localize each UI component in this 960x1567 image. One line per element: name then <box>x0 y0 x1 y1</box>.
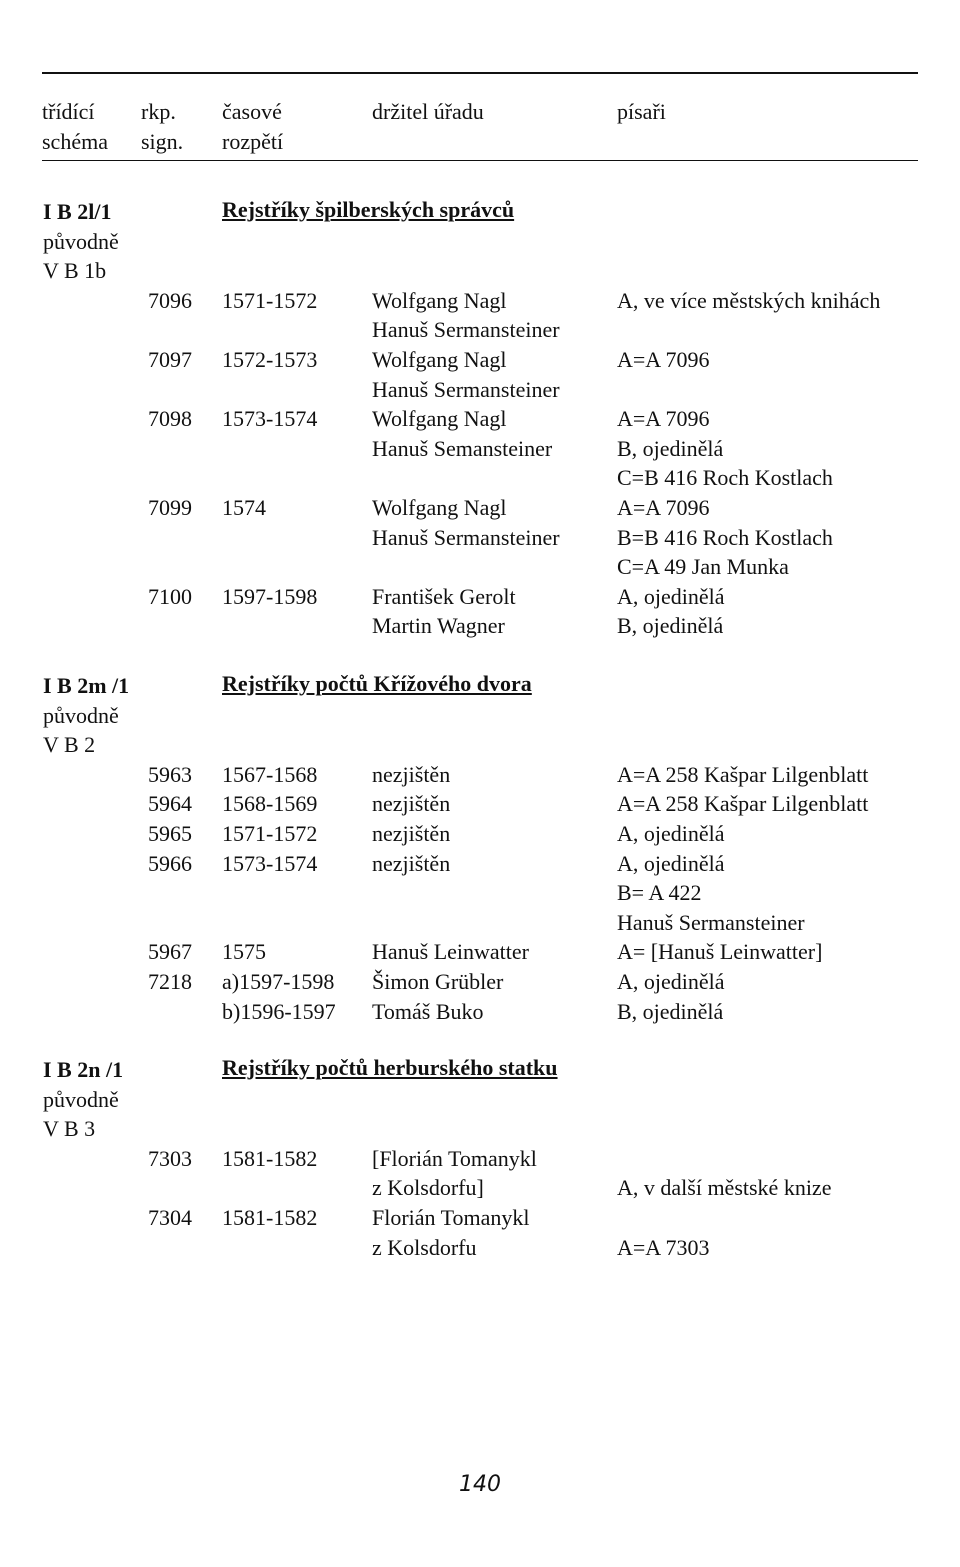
row-scribe: A, ve více městských knihách <box>617 287 881 313</box>
row-signature: 7098 <box>148 406 192 432</box>
row-signature: 5966 <box>148 850 192 876</box>
row-holder: Hanuš Leinwatter <box>372 939 529 965</box>
row-scribe: A, v další městské knize <box>617 1175 832 1201</box>
row-signature: 7303 <box>148 1145 192 1171</box>
section-title: Rejstříky počtů herburského statku <box>222 1055 558 1080</box>
top-rule <box>42 72 918 74</box>
header-col-period: časové rozpětí <box>222 99 284 154</box>
row-holder: Hanuš Sermansteiner <box>372 317 560 343</box>
row-holder: Tomáš Buko <box>372 998 484 1024</box>
row-period: 1581-1582 <box>222 1145 318 1171</box>
row-period: 1581-1582 <box>222 1205 318 1230</box>
row-holder: Martin Wagner <box>372 613 505 639</box>
row-holder: nezjištěn <box>372 761 451 787</box>
section-original-code: V B 3 <box>43 1116 96 1142</box>
header-col-scheme: třídící schéma <box>42 99 108 154</box>
row-holder: nezjištěn <box>372 821 451 846</box>
row-period: 1574 <box>222 495 266 520</box>
row-scribe: A, ojedinělá <box>617 821 725 846</box>
row-period: 1597-1598 <box>222 583 318 609</box>
section-original-label: původně <box>43 1086 119 1112</box>
section-original-code: V B 2 <box>43 732 96 758</box>
row-holder: Wolfgang Nagl <box>372 406 507 432</box>
row-holder: František Gerolt <box>372 583 516 609</box>
header-rule <box>42 160 918 161</box>
row-signature: 5963 <box>148 761 192 787</box>
row-scribe: C=B 416 Roch Kostlach <box>617 465 833 491</box>
row-period: 1571-1572 <box>222 821 318 846</box>
row-scribe: C=A 49 Jan Munka <box>617 554 789 580</box>
row-scribe: Hanuš Sermansteiner <box>617 909 805 935</box>
section-original-code: V B 1b <box>43 258 107 284</box>
section-code: I B 2n /1 <box>43 1057 124 1082</box>
row-holder: [Florián Tomanykl <box>372 1145 537 1171</box>
row-scribe: B=B 416 Roch Kostlach <box>617 524 833 550</box>
row-period: 1567-1568 <box>222 761 318 787</box>
row-scribe: A, ojedinělá <box>617 850 725 876</box>
row-holder: Florián Tomanykl <box>372 1205 530 1230</box>
row-signature: 7218 <box>148 969 192 994</box>
header-col-signature: rkp. sign. <box>141 99 184 154</box>
row-scribe: A=A 7096 <box>617 495 710 520</box>
row-period: a)1597-1598 <box>222 969 335 994</box>
row-holder: Hanuš Sermansteiner <box>372 524 560 550</box>
row-scribe: A=A 7096 <box>617 406 710 432</box>
row-scribe: A=A 258 Kašpar Lilgenblatt <box>617 761 869 787</box>
row-period: 1572-1573 <box>222 347 318 372</box>
row-signature: 7100 <box>148 583 192 609</box>
row-period: 1573-1574 <box>222 406 318 432</box>
row-holder: z Kolsdorfu <box>372 1234 477 1260</box>
row-scribe: A=A 7096 <box>617 347 710 372</box>
row-holder: Hanuš Sermansteiner <box>372 376 560 402</box>
row-scribe: B, ojedinělá <box>617 613 724 639</box>
section-code: I B 2l/1 <box>43 199 112 224</box>
row-scribe: B, ojedinělá <box>617 435 724 461</box>
row-signature: 7096 <box>148 287 192 313</box>
section-title: Rejstříky počtů Křížového dvora <box>222 671 532 696</box>
row-scribe: A=A 7303 <box>617 1234 710 1260</box>
row-signature: 5964 <box>148 791 192 817</box>
section-original-label: původně <box>43 702 119 728</box>
row-scribe: B, ojedinělá <box>617 998 724 1024</box>
section-original-label: původně <box>43 228 119 254</box>
row-holder: Hanuš Semansteiner <box>372 435 553 461</box>
row-holder: nezjištěn <box>372 791 451 817</box>
row-period: 1575 <box>222 939 266 965</box>
row-holder: Wolfgang Nagl <box>372 347 507 372</box>
page-number: 140 <box>459 1472 501 1497</box>
row-signature: 5967 <box>148 939 192 965</box>
row-signature: 7097 <box>148 347 192 372</box>
row-period: 1573-1574 <box>222 850 318 876</box>
row-holder: z Kolsdorfu] <box>372 1175 484 1201</box>
row-scribe: B= A 422 <box>617 880 702 906</box>
row-signature: 7304 <box>148 1205 192 1230</box>
row-period: b)1596-1597 <box>222 998 336 1024</box>
row-period: 1571-1572 <box>222 287 318 313</box>
section-code: I B 2m /1 <box>43 673 130 698</box>
row-holder: nezjištěn <box>372 850 451 876</box>
row-holder: Šimon Grübler <box>372 969 504 994</box>
section-title: Rejstříky špilberských správců <box>222 197 515 222</box>
row-signature: 5965 <box>148 821 192 846</box>
row-period: 1568-1569 <box>222 791 318 817</box>
header-col-holder: držitel úřadu <box>372 99 484 124</box>
row-scribe: A= [Hanuš Leinwatter] <box>617 939 823 965</box>
row-scribe: A=A 258 Kašpar Lilgenblatt <box>617 791 869 817</box>
row-holder: Wolfgang Nagl <box>372 287 507 313</box>
row-holder: Wolfgang Nagl <box>372 495 507 520</box>
row-signature: 7099 <box>148 495 192 520</box>
row-scribe: A, ojedinělá <box>617 969 725 994</box>
header-col-scribes: písaři <box>617 99 666 124</box>
row-scribe: A, ojedinělá <box>617 583 725 609</box>
